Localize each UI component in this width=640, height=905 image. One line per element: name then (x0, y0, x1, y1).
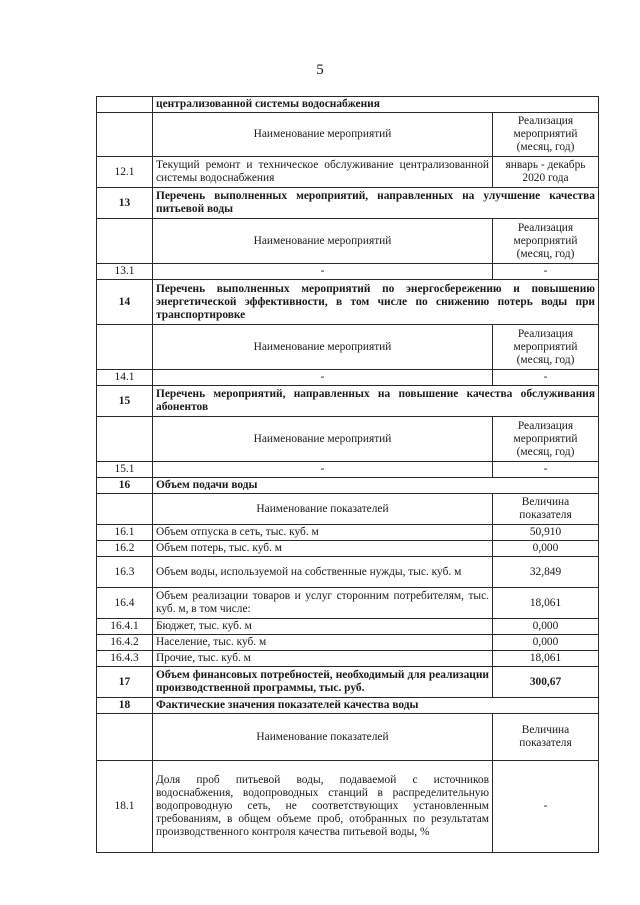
row-number (97, 494, 153, 525)
row-number: 16.4.1 (97, 619, 153, 635)
row-number: 12.1 (97, 157, 153, 188)
row-text: Прочие, тыс. куб. м (153, 651, 493, 667)
column-header: Наименование показателей (153, 714, 493, 761)
section-title: Перечень мероприятий, направленных на повышение качества обслуживания абонентов (153, 386, 599, 417)
row-number: 15.1 (97, 462, 153, 478)
column-header: Наименование мероприятий (153, 219, 493, 264)
table-row (97, 478, 599, 494)
row-value: 300,67 (493, 667, 599, 698)
row-number: 18 (97, 698, 153, 714)
row-number (97, 219, 153, 264)
section-title: Объем финансовых потребностей, необходимый для реализации производственной программы, тыс. руб. (153, 667, 493, 698)
table-row (97, 417, 599, 462)
page-number: 5 (316, 62, 324, 78)
section-title: Объем подачи воды (153, 478, 599, 494)
row-text: Объем реализации товаров и услуг сторонним потребителям, тыс. куб. м, в том числе: (153, 588, 493, 619)
row-text: Текущий ремонт и техническое обслуживание централизованной системы водоснабжения (153, 157, 493, 188)
row-number (97, 714, 153, 761)
row-text: Бюджет, тыс. куб. м (153, 619, 493, 635)
row-number: 15 (97, 386, 153, 417)
row-value: 0,000 (493, 541, 599, 557)
row-number: 16.4.3 (97, 651, 153, 667)
table-row (97, 188, 599, 219)
row-value: 0,000 (493, 635, 599, 651)
column-header: Наименование мероприятий (153, 325, 493, 370)
row-number (97, 97, 153, 113)
row-text: - (153, 462, 493, 478)
row-number: 16.4.2 (97, 635, 153, 651)
table-row (97, 761, 599, 853)
table-row (97, 619, 599, 635)
row-value: январь - декабрь 2020 года (493, 157, 599, 188)
column-header: Наименование мероприятий (153, 417, 493, 462)
table-row (97, 264, 599, 280)
row-value: - (493, 370, 599, 386)
table-row (97, 588, 599, 619)
row-number: 16.4 (97, 588, 153, 619)
column-header-value: Величина показателя (493, 494, 599, 525)
row-text: Объем потерь, тыс. куб. м (153, 541, 493, 557)
row-text: - (153, 370, 493, 386)
row-value: 32,849 (493, 557, 599, 588)
row-number: 13 (97, 188, 153, 219)
table-row (97, 325, 599, 370)
table-row (97, 651, 599, 667)
row-number: 14.1 (97, 370, 153, 386)
row-number: 16.3 (97, 557, 153, 588)
table-row (97, 525, 599, 541)
table-row (97, 462, 599, 478)
row-value: 50,910 (493, 525, 599, 541)
section-title: Фактические значения показателей качества воды (153, 698, 599, 714)
row-text: Население, тыс. куб. м (153, 635, 493, 651)
table-row (97, 370, 599, 386)
row-text: - (153, 264, 493, 280)
column-header-value: Реализация мероприятий (месяц, год) (493, 113, 599, 157)
column-header-value: Реализация мероприятий (месяц, год) (493, 325, 599, 370)
row-number: 18.1 (97, 761, 153, 853)
table-row (97, 494, 599, 525)
section-title: централизованной системы водоснабжения (153, 97, 599, 113)
row-number (97, 417, 153, 462)
table-row (97, 698, 599, 714)
column-header-value: Величина показателя (493, 714, 599, 761)
table-row (97, 635, 599, 651)
table-row (97, 541, 599, 557)
row-number: 17 (97, 667, 153, 698)
row-number: 16.1 (97, 525, 153, 541)
row-number: 16 (97, 478, 153, 494)
column-header: Наименование мероприятий (153, 113, 493, 157)
table-row (97, 557, 599, 588)
row-text: Объем воды, используемой на собственные нужды, тыс. куб. м (153, 557, 493, 588)
row-value: - (493, 264, 599, 280)
column-header-value: Реализация мероприятий (месяц, год) (493, 417, 599, 462)
column-header-value: Реализация мероприятий (месяц, год) (493, 219, 599, 264)
section-title: Перечень выполненных мероприятий по энергосбережению и повышению энергетической эффективности, в том числе по снижению потерь воды при транспортировке (153, 280, 599, 325)
column-header: Наименование показателей (153, 494, 493, 525)
table-row (97, 113, 599, 157)
row-text: Доля проб питьевой воды, подаваемой с источников водоснабжения, водопроводных станций в распределительную водопроводную сеть, не соответствующих установленным требованиям, в общем объеме проб, отобранных по результатам производственного контроля качества питьевой воды, % (153, 761, 493, 853)
table-row (97, 714, 599, 761)
table-row (97, 157, 599, 188)
table-row (97, 280, 599, 325)
table-row (97, 97, 599, 113)
row-value: - (493, 761, 599, 853)
document-table (96, 96, 599, 853)
row-text: Объем отпуска в сеть, тыс. куб. м (153, 525, 493, 541)
table-row (97, 386, 599, 417)
row-value: 18,061 (493, 588, 599, 619)
table-row (97, 219, 599, 264)
section-title: Перечень выполненных мероприятий, направленных на улучшение качества питьевой воды (153, 188, 599, 219)
row-number (97, 113, 153, 157)
row-number: 16.2 (97, 541, 153, 557)
row-value: 0,000 (493, 619, 599, 635)
row-number: 14 (97, 280, 153, 325)
row-number: 13.1 (97, 264, 153, 280)
table-row (97, 667, 599, 698)
row-value: 18,061 (493, 651, 599, 667)
row-value: - (493, 462, 599, 478)
row-number (97, 325, 153, 370)
